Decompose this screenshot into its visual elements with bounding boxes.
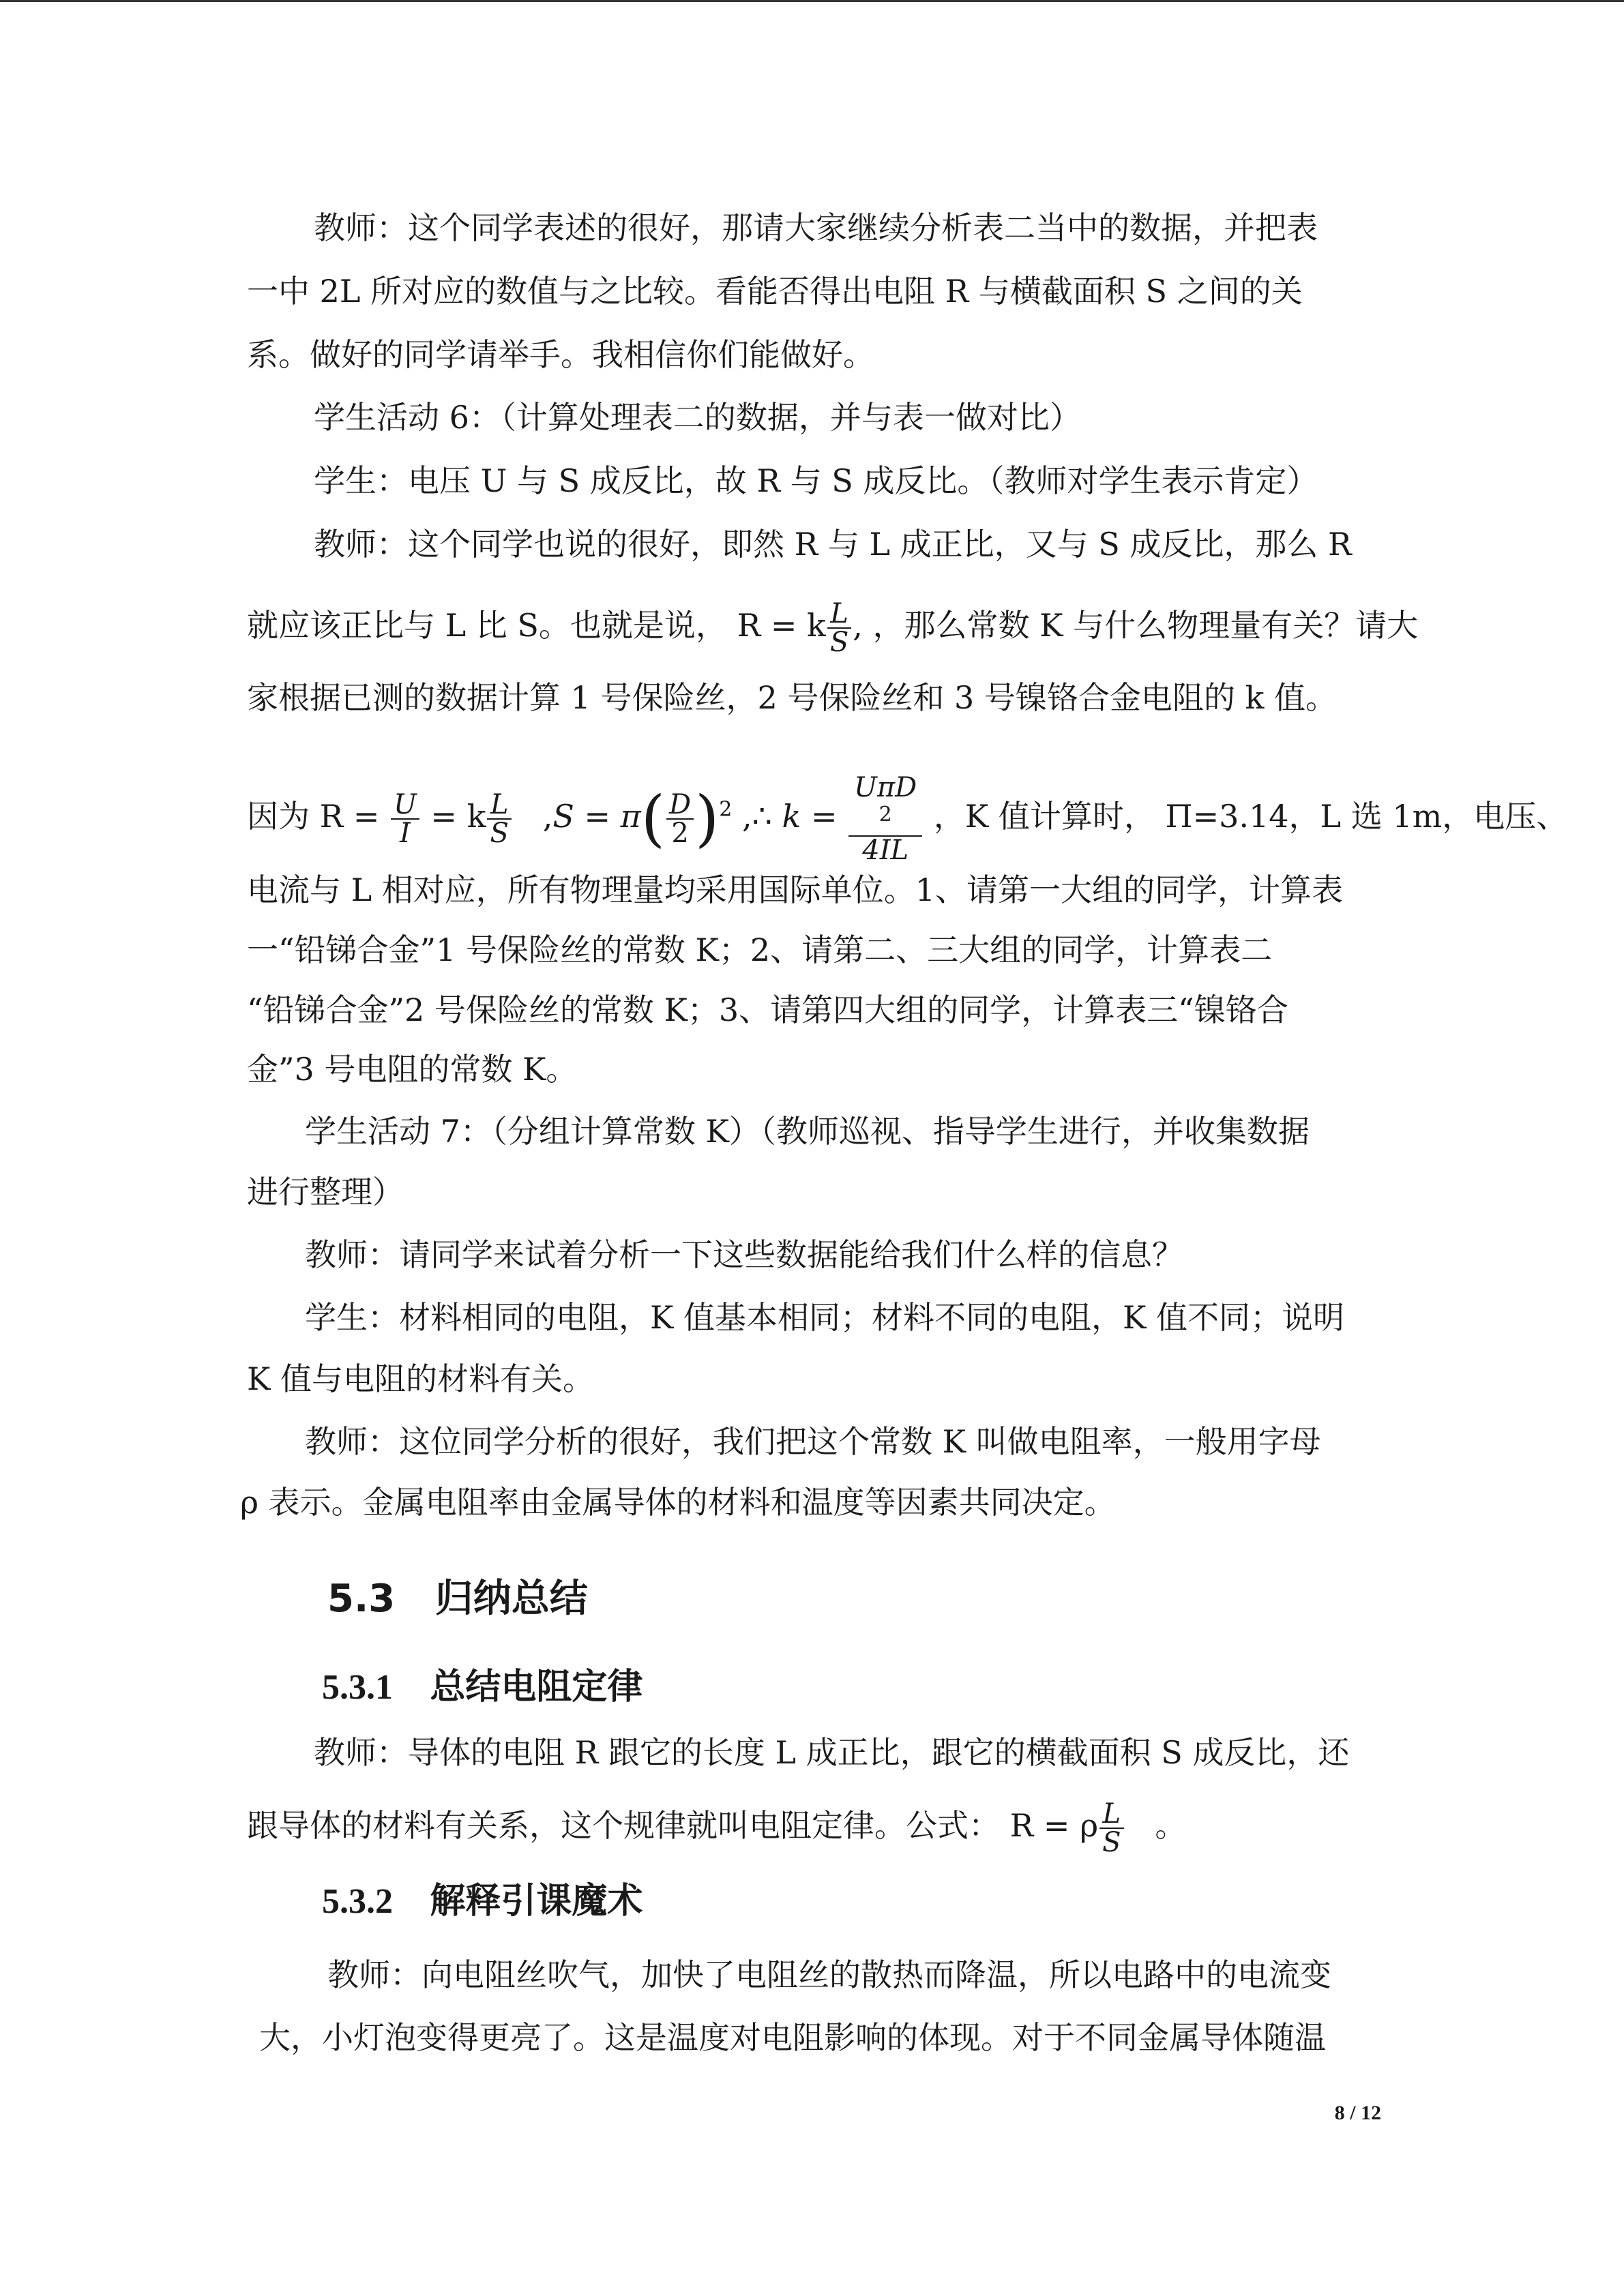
section-heading-5-3: 5.3 归纳总结	[327, 1577, 588, 1621]
paragraph-line: 进行整理）	[247, 1174, 404, 1210]
subsection-heading-5-3-2: 5.3.2 解释引课魔术	[322, 1881, 643, 1922]
formula-derivation: R = $\frac{U}{I}$ = k $\frac{L}{S}$ ,S = π( $\frac{D}{2}$ )$^2$ ,∴ k = UπD $^2$ 4IL	[320, 798, 934, 835]
fraction-upid2-over-4il: UπD $^2$ 4IL	[848, 774, 922, 864]
paragraph-line: 系。做好的同学请举手。我相信你们能做好。	[247, 336, 874, 373]
paragraph-line: 大，小灯泡变得更亮了。这是温度对电阻影响的体现。对于不同金属导体随温	[259, 2019, 1326, 2056]
paragraph-line: 学生：材料相同的电阻，K 值基本相同；材料不同的电阻，K 值不同；说明	[305, 1299, 1344, 1336]
formula-line-resistance-law	[247, 1800, 1186, 1856]
paragraph-line: 教师：导体的电阻 R 跟它的长度 L 成正比，跟它的横截面积 S 成反比，还	[314, 1734, 1350, 1771]
paragraph-line: “铅锑合金”2 号保险丝的常数 K；3、请第四大组的同学，计算表三“镍铬合	[247, 992, 1288, 1028]
subsection-heading-5-3-1: 5.3.1 总结电阻定律	[322, 1667, 643, 1708]
text-segment: 跟导体的材料有关系，这个规律就叫电阻定律。公式：	[247, 1807, 1000, 1844]
fraction-u-over-i: $\frac{U}{I}$	[391, 791, 419, 847]
text-segment: 就应该正比与 L 比 S。也就是说，	[247, 607, 727, 644]
text-segment: 因为	[247, 798, 310, 835]
fraction-d-over-2: $\frac{D}{2}$	[666, 791, 694, 847]
page-number: 8 / 12	[1334, 2102, 1381, 2124]
paragraph-line: 教师：向电阻丝吹气，加快了电阻丝的散热而降温，所以电路中的电流变	[327, 1956, 1331, 1993]
page-top-border	[0, 0, 1624, 2]
paragraph-line: 教师：请同学来试着分析一下这些数据能给我们什么样的信息？	[305, 1236, 1183, 1273]
fraction-l-over-s: $\frac{L}{S}$	[487, 791, 511, 847]
paragraph-line: 教师：这个同学也说的很好，即然 R 与 L 成正比，又与 S 成反比，那么 R	[314, 526, 1352, 563]
paragraph-line: 学生：电压 U 与 S 成反比，故 R 与 S 成反比。（教师对学生表示肯定）	[314, 462, 1318, 499]
paragraph-line: 教师：这位同学分析的很好，我们把这个常数 K 叫做电阻率，一般用字母	[305, 1423, 1321, 1460]
text-segment: ，K 值计算时， Π=3.14，L 选 1m，电压、	[933, 798, 1568, 835]
fraction-l-over-s: $\frac{L}{S}$	[1099, 1800, 1123, 1856]
fraction-l-over-s: $\frac{L}{S}$	[827, 600, 851, 656]
formula-line-resistance	[247, 600, 1418, 656]
formula-r-equals-rho-l-over-s: R = ρ $\frac{L}{S}$	[1010, 1807, 1136, 1844]
paragraph-line: 金”3 号电阻的常数 K。	[247, 1051, 578, 1088]
formula-r-equals-k-l-over-s: R = k $\frac{L}{S}$ ,	[737, 598, 863, 658]
paragraph-line: 教师：这个同学表述的很好，那请大家继续分析表二当中的数据，并把表	[314, 209, 1318, 246]
paragraph-line: 学生活动 6：（计算处理表二的数据，并与表一做对比）	[314, 399, 1081, 436]
paragraph-line: 学生活动 7：（分组计算常数 K）（教师巡视、指导学生进行，并收集数据	[305, 1113, 1310, 1150]
paragraph-line: 一中 2L 所对应的数值与之比较。看能否得出电阻 R 与横截面积 S 之间的关	[247, 273, 1303, 310]
paragraph-line: K 值与电阻的材料有关。	[247, 1360, 594, 1397]
paragraph-line: 一“铅锑合金”1 号保险丝的常数 K；2、请第二、三大组的同学，计算表二	[247, 931, 1273, 968]
paragraph-line: ρ 表示。金属电阻率由金属导体的材料和温度等因素共同决定。	[240, 1484, 1116, 1521]
paragraph-line: 家根据已测的数据计算 1 号保险丝，2 号保险丝和 3 号镍铬合金电阻的 k 值。	[247, 679, 1338, 716]
paragraph-line: 电流与 L 相对应，所有物理量均采用国际单位。1、请第一大组的同学，计算表	[247, 871, 1344, 908]
formula-line-constant-k	[247, 772, 1568, 867]
text-segment: ，那么常数 K 与什么物理量有关？请大	[872, 607, 1419, 644]
text-segment: 。	[1155, 1807, 1187, 1844]
